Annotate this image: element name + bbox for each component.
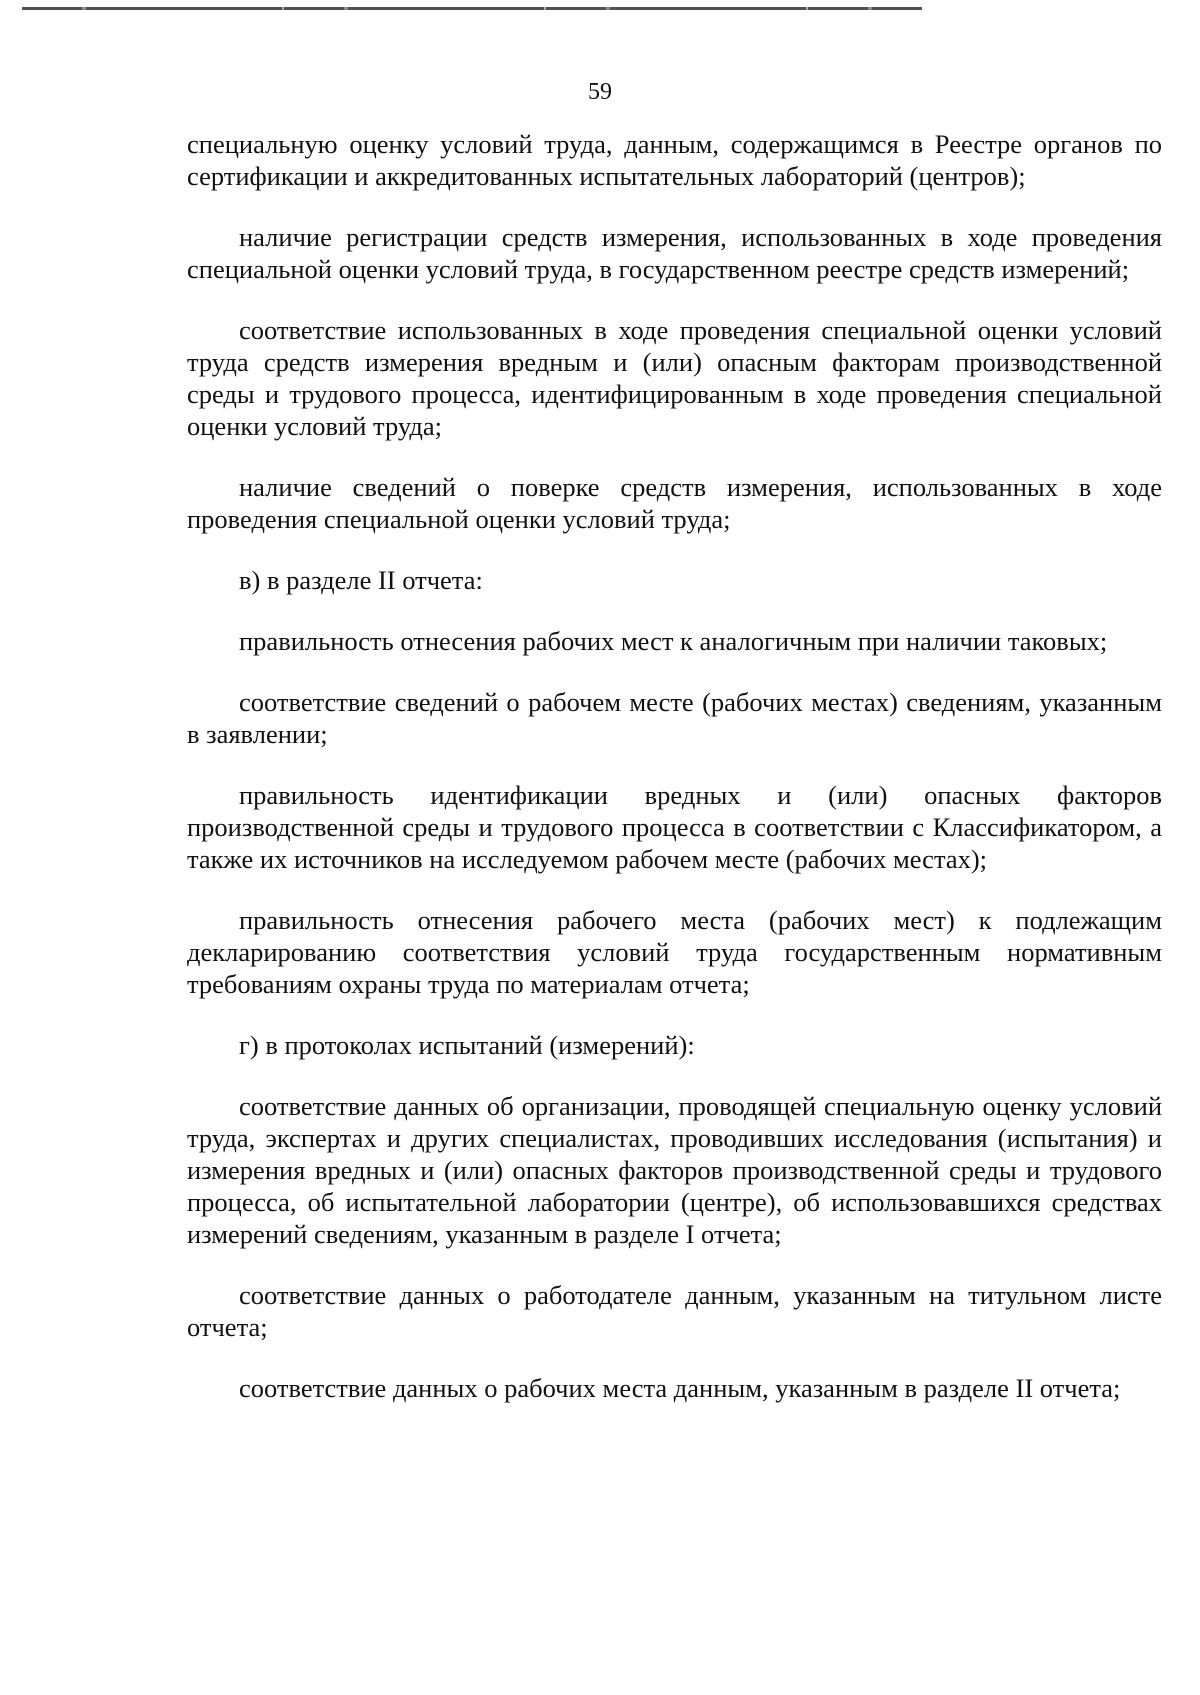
paragraph-declaration: правильность отнесения рабочего места (рабочих мест) к подлежащим декларированию соответствия условий труда государственным нормативным требованиям охраны труда по материалам отчета; — [187, 905, 1162, 999]
paragraph-analogous-workplaces: правильность отнесения рабочих мест к аналогичным при наличии таковых; — [239, 626, 1108, 656]
paragraph-registration-of-instruments: наличие регистрации средств измерения, использованных в ходе проведения специальной оценки условий труда, в государственном реестре средств измерений; — [187, 222, 1162, 284]
paragraph-verification-info: наличие сведений о поверке средств измерения, использованных в ходе проведения специальной оценки условий труда; — [187, 472, 1162, 534]
page-number: 59 — [588, 79, 612, 105]
paragraph-instrument-conformity: соответствие использованных в ходе проведения специальной оценки условий труда средств измерения вредным и (или) опасным факторам производственной среды и трудового процесса, идентифицированным в ходе проведения специальной оценки условий труда; — [187, 315, 1162, 441]
document-body — [187, 128, 1162, 1433]
paragraph-employer-data: соответствие данных о работодателе данным, указанным на титульном листе отчета; — [187, 1280, 1162, 1342]
paragraph-organization-data: соответствие данных об организации, проводящей специальную оценку условий труда, экспертах и других специалистах, проводивших исследования (испытания) и измерения вредных и (или) опасных факторов производственной среды и трудового процесса, об испытательной лаборатории (центре), об использовавшихся средствах измерений сведениям, указанным в разделе I отчета; — [187, 1091, 1162, 1249]
section-heading-g: г) в протоколах испытаний (измерений): — [239, 1030, 695, 1060]
scan-top-edge — [22, 7, 922, 10]
paragraph-continuation: специальную оценку условий труда, данным, содержащимся в Реестре органов по сертификации и аккредитованных испытательных лабораторий (центров); — [187, 129, 1162, 191]
paragraph-workplaces-data: соответствие данных о рабочих места данным, указанным в разделе II отчета; — [239, 1373, 1121, 1403]
paragraph-workplace-info: соответствие сведений о рабочем месте (рабочих местах) сведениям, указанным в заявлении; — [187, 687, 1162, 749]
section-heading-v: в) в разделе II отчета: — [239, 565, 483, 595]
paragraph-factor-identification: правильность идентификации вредных и (или) опасных факторов производственной среды и трудового процесса в соответствии с Классификатором, а также их источников на исследуемом рабочем месте (рабочих местах); — [187, 780, 1162, 874]
